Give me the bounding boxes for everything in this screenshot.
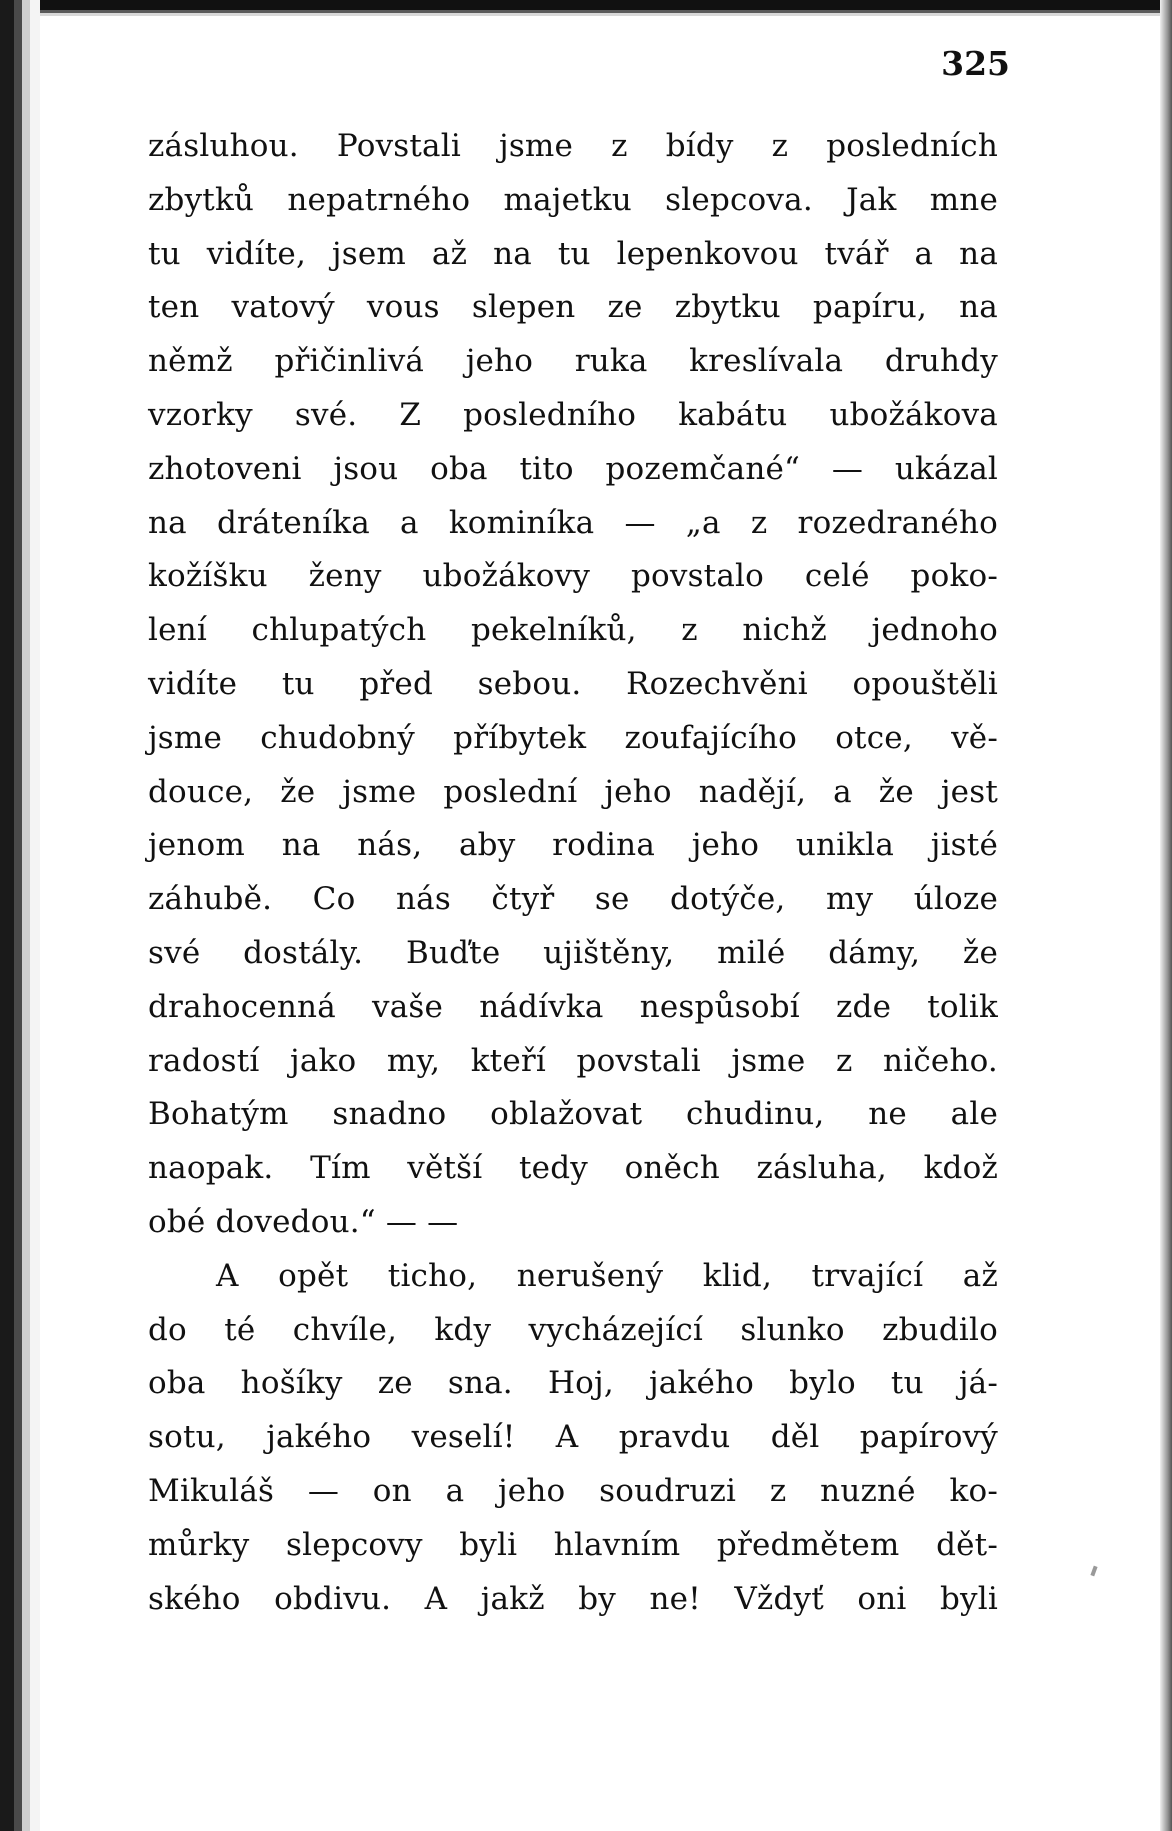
text-line: zásluhou. Povstali jsme z bídy z posledních bbox=[148, 128, 998, 164]
text-line: jenom na nás, aby rodina jeho unikla jisté bbox=[148, 827, 998, 864]
text-line: své dostály. Buďte ujištěny, milé dámy, že bbox=[148, 934, 998, 971]
text-line: ten vatový vous slepen ze zbytku papíru, na bbox=[148, 289, 998, 326]
text-line: douce, že jsme poslední jeho nadějí, a že jest bbox=[148, 773, 998, 810]
text-line: jsme chudobný příbytek zoufajícího otce, vě- bbox=[148, 719, 998, 756]
text-line: radostí jako my, kteří povstali jsme z ničeho. bbox=[148, 1042, 998, 1079]
text-line: můrky slepcovy byli hlavním předmětem dět- bbox=[148, 1526, 998, 1563]
page-binding-edge bbox=[0, 0, 40, 1831]
page-number: 325 bbox=[941, 44, 1010, 83]
page-right-edge bbox=[1160, 0, 1172, 1831]
text-line: sotu, jakého veselí! A pravdu děl papírový bbox=[148, 1419, 998, 1456]
text-line: záhubě. Co nás čtyř se dotýče, my úloze bbox=[148, 881, 998, 918]
text-line: Mikuláš — on a jeho soudruzi z nuzné ko- bbox=[148, 1472, 998, 1509]
text-line: ského obdivu. A jakž by ne! Vždyť oni byli bbox=[148, 1580, 998, 1617]
paragraph-start-line: A opět ticho, nerušený klid, trvající až bbox=[216, 1257, 998, 1294]
text-line: kožíšku ženy ubožákovy povstalo celé poko- bbox=[148, 558, 998, 595]
text-line: tu vidíte, jsem až na tu lepenkovou tvář a na bbox=[148, 235, 998, 272]
paper-speck bbox=[1090, 1566, 1097, 1577]
body-text bbox=[148, 120, 998, 1626]
text-line: oba hošíky ze sna. Hoj, jakého bylo tu já- bbox=[148, 1365, 998, 1402]
text-line: do té chvíle, kdy vycházející slunko zbudilo bbox=[148, 1311, 998, 1348]
text-line: zhotoveni jsou oba tito pozemčané“ — ukázal bbox=[148, 450, 998, 487]
text-line: němž přičinlivá jeho ruka kreslívala druhdy bbox=[148, 343, 998, 380]
text-line: drahocenná vaše nádívka nespůsobí zde tolik bbox=[148, 988, 998, 1025]
text-line: vidíte tu před sebou. Rozechvěni opouštěli bbox=[148, 665, 998, 702]
paragraph-end-line: obé dovedou.“ — — bbox=[148, 1203, 459, 1240]
text-line: na dráteníka a kominíka — „a z rozedraného bbox=[148, 504, 998, 541]
text-line: Bohatým snadno oblažovat chudinu, ne ale bbox=[148, 1096, 998, 1133]
text-line: zbytků nepatrného majetku slepcova. Jak mne bbox=[148, 181, 998, 218]
text-line: naopak. Tím větší tedy oněch zásluha, kdož bbox=[148, 1150, 998, 1187]
page-top-shadow bbox=[0, 0, 1172, 16]
text-line: vzorky své. Z posledního kabátu ubožákova bbox=[148, 396, 998, 433]
text-line: lení chlupatých pekelníků, z nichž jednoho bbox=[148, 612, 998, 649]
